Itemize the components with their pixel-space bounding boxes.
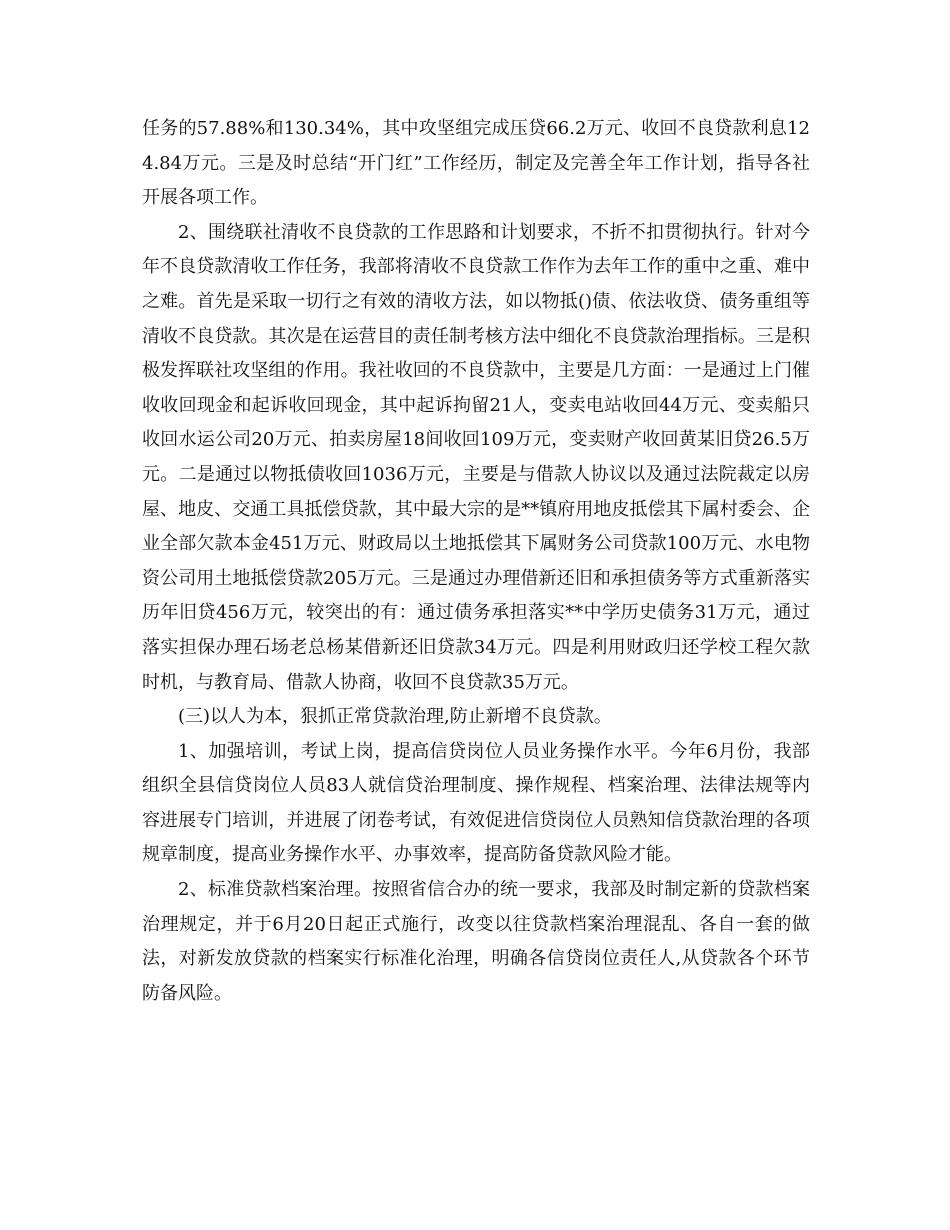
paragraph-item-2-archive-management: 2、标准贷款档案治理。按照省信合办的统一要求，我部及时制定新的贷款档案治理规定，并于6月20日起正式施行，改变以往贷款档案治理混乱、各自一套的做法，对新发放贷款的档案实行标准化治理，明确各信贷岗位责任人,从贷款各个环节防备风险。: [142, 879, 810, 1004]
paragraph-item-2-nonperforming-loans: 2、围绕联社清收不良贷款的工作思路和计划要求，不折不扣贯彻执行。针对今年不良贷款清收工作任务，我部将清收不良贷款工作作为去年工作的重中之重、难中之难。首先是采取一切行之有效的清收方法，如以物抵()债、依法收贷、债务重组等清收不良贷款。其次是在运营目的责任制考核方法中细化不良贷款治理指标。三是积极发挥联社攻坚组的作用。我社收回的不良贷款中，主要是几方面：一是通过上门催收收回现金和起诉收回现金，其中起诉拘留21人，变卖电站收回44万元、变卖船只收回水运公司20万元、拍卖房屋18间收回109万元，变卖财产收回黄某旧贷26.5万元。二是通过以物抵债收回1036万元，主要是与借款人协议以及通过法院裁定以房屋、地皮、交通工具抵偿贷款，其中最大宗的是**镇府用地皮抵偿其下属村委会、企业全部欠款本金451万元、财政局以土地抵偿其下属财务公司贷款100万元、水电物资公司用土地抵偿贷款205万元。三是通过办理借新还旧和承担债务等方式重新落实历年旧贷456万元，较突出的有：通过债务承担落实**中学历史债务31万元，通过落实担保办理石场老总杨某借新还旧贷款34万元。四是利用财政归还学校工程欠款时机，与教育局、借款人协商，收回不良贷款35万元。: [142, 221, 810, 693]
paragraph-item-1-training: 1、加强培训，考试上岗，提高信贷岗位人员业务操作水平。今年6月份，我部组织全县信贷岗位人员83人就信贷治理制度、操作规程、档案治理、法律法规等内容进展专门培训，并进展了闭卷考试，有效促进信贷岗位人员熟知信贷款治理的各项规章制度，提高业务操作水平、办事效率，提高防备贷款风险才能。: [142, 740, 810, 866]
section-heading-3: (三)以人为本，狠抓正常贷款治理,防止新增不良贷款。: [178, 706, 612, 728]
paragraph-continuation: 任务的57.88%和130.34%，其中攻坚组完成压贷66.2万元、收回不良贷款利息124.84万元。三是及时总结“开门红”工作经历，制定及完善全年工作计划，指导各社开展各项工作。: [142, 118, 810, 209]
document-body: [142, 112, 810, 1011]
